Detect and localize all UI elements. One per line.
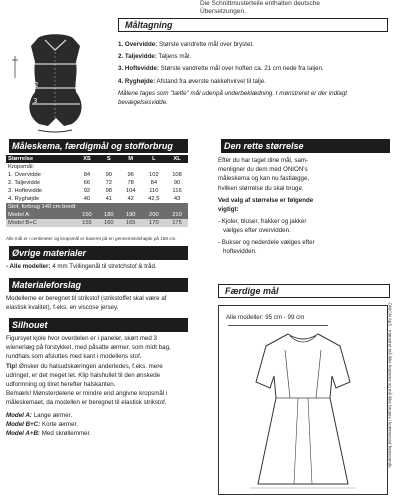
body-measure-figure — [8, 30, 103, 138]
table-row: Model B+C 155 160 165 170 175 — [6, 219, 188, 227]
table-row: Model A: 150 180 190 200 210 — [6, 211, 188, 219]
svg-text:2: 2 — [34, 81, 39, 89]
rette-storrelse-text: Efter du har taget dine mål, sam- menligner du dem med ONION's måleskema og kan nu fastlægge, hvilken størrelse du skal bruge. Ved valg af størrelse er følgende vigtigt: - Kjoler, bluser, frakker og jakker vælges efter overvidden. - Bukser og nederdele vælges efter hoftevidden. — [218, 156, 388, 258]
copyright-side-text: ONION ApS - mønstret må ikke kopieres og må ikke bruges i kommercial henseende. — [387, 302, 393, 469]
list-item: - Kjoler, bluser, frakker og jakker vælges efter overvidden. — [218, 218, 307, 235]
measure-item-3: 3. Hoftevidde: Største vandrette mål over hoften ca. 21 cm nede fra taljen. — [118, 65, 324, 73]
maleskema-header: Måleskema, færdigmål og stofforbrug — [6, 139, 188, 153]
svg-text:4: 4 — [78, 72, 83, 80]
size-table: Størrelse XS S M L XL Kropsmål: 1. Overvidde 84 90 96 102 108 2. Taljevidde 66 72 78 84 90 3. Hoftevidde 92 98 104 110 116 4. Ryghøjde 40 41 42 42,5 43 Stof, forbrug 140 cm bredt Model A: 150 180 190 200 210 Model B+C 155 160 165 170 175 — [6, 155, 188, 227]
measure-note: Målene tages som "tætte" mål udenpå underbeklædning. I mønstreret er der indlagt bevægelsesvidde. — [118, 89, 347, 107]
silhouet-text: Figursyet kjole hvor overdelen er i paneler, skørt med 3 wienerlæg på forstykket, med påsatte ærmer, som midt bag, rundhals som afsluttes med kant i modellens stof. Tip! Ønsker du halsudskæringen anderledes, f.eks. mere udringet, er det meget let. Klip halshullet til den ønskede udformning og tilret herefter halskanten. Bemærk! Mønsterdelene er mindre end angivne kropsmål i måleskemaet, da modellen er beregnet til elastisk strikstof. Model A: Lange ærmer. Model B+C: Korte ærmer. Model A+B: Med skrøllemmer. — [6, 335, 171, 438]
faerdige-mal-header: Færdige mål — [218, 284, 390, 298]
table-row: 4. Ryghøjde 40 41 42 42,5 43 — [6, 195, 188, 203]
materialeforslag-header: Materialeforslag — [6, 278, 188, 292]
svg-text:1: 1 — [30, 57, 35, 65]
dress-measure-line — [228, 325, 328, 326]
list-item: - Bukser og nederdele vælges efter hoftevidden. — [218, 238, 315, 255]
dress-measure-label: Alle modeller: 95 cm - 99 cm — [226, 314, 305, 321]
table-footnote: Alle mål er i centimeter og kropsmål er baseret på en gennemsnitshøjde på 168 cm. — [6, 236, 177, 241]
silhouet-header: Silhouet — [6, 318, 188, 332]
maltagning-header: Måltagning — [118, 18, 388, 32]
ovrige-header: Øvrige materialer — [6, 246, 188, 260]
measure-item-1: 1. Overvidde: Største vandrette mål over brystet. — [118, 41, 254, 48]
svg-text:3: 3 — [33, 97, 38, 105]
measure-item-4: 4. Ryghøjde: Afstand fra øverste nakkehvirvel til talje. — [118, 77, 266, 85]
rette-storrelse-header: Den rette størrelse — [218, 139, 390, 153]
materialeforslag-text: Modellerne er beregnet til strikstof (strikstoffet skal være af elastisk kvalitet), f.eks. en viscose jersey. — [6, 295, 167, 312]
table-row: 2. Taljevidde 66 72 78 84 90 — [6, 179, 188, 187]
top-note: Die Schnittmusterteile enthalten deutsche Übersetzungen. — [200, 0, 320, 15]
measure-instructions — [118, 40, 390, 110]
dress-illustration — [238, 328, 368, 490]
ovrige-text: - Alle modeller: 4 mm Tvillingenål til stretchstof & tråd. — [6, 263, 157, 270]
measure-item-2: 2. Taljevidde: Taljens mål. — [118, 53, 192, 61]
table-row: 3. Hoftevidde 92 98 104 110 116 — [6, 187, 188, 195]
table-row: 1. Overvidde 84 90 96 102 108 — [6, 171, 188, 179]
